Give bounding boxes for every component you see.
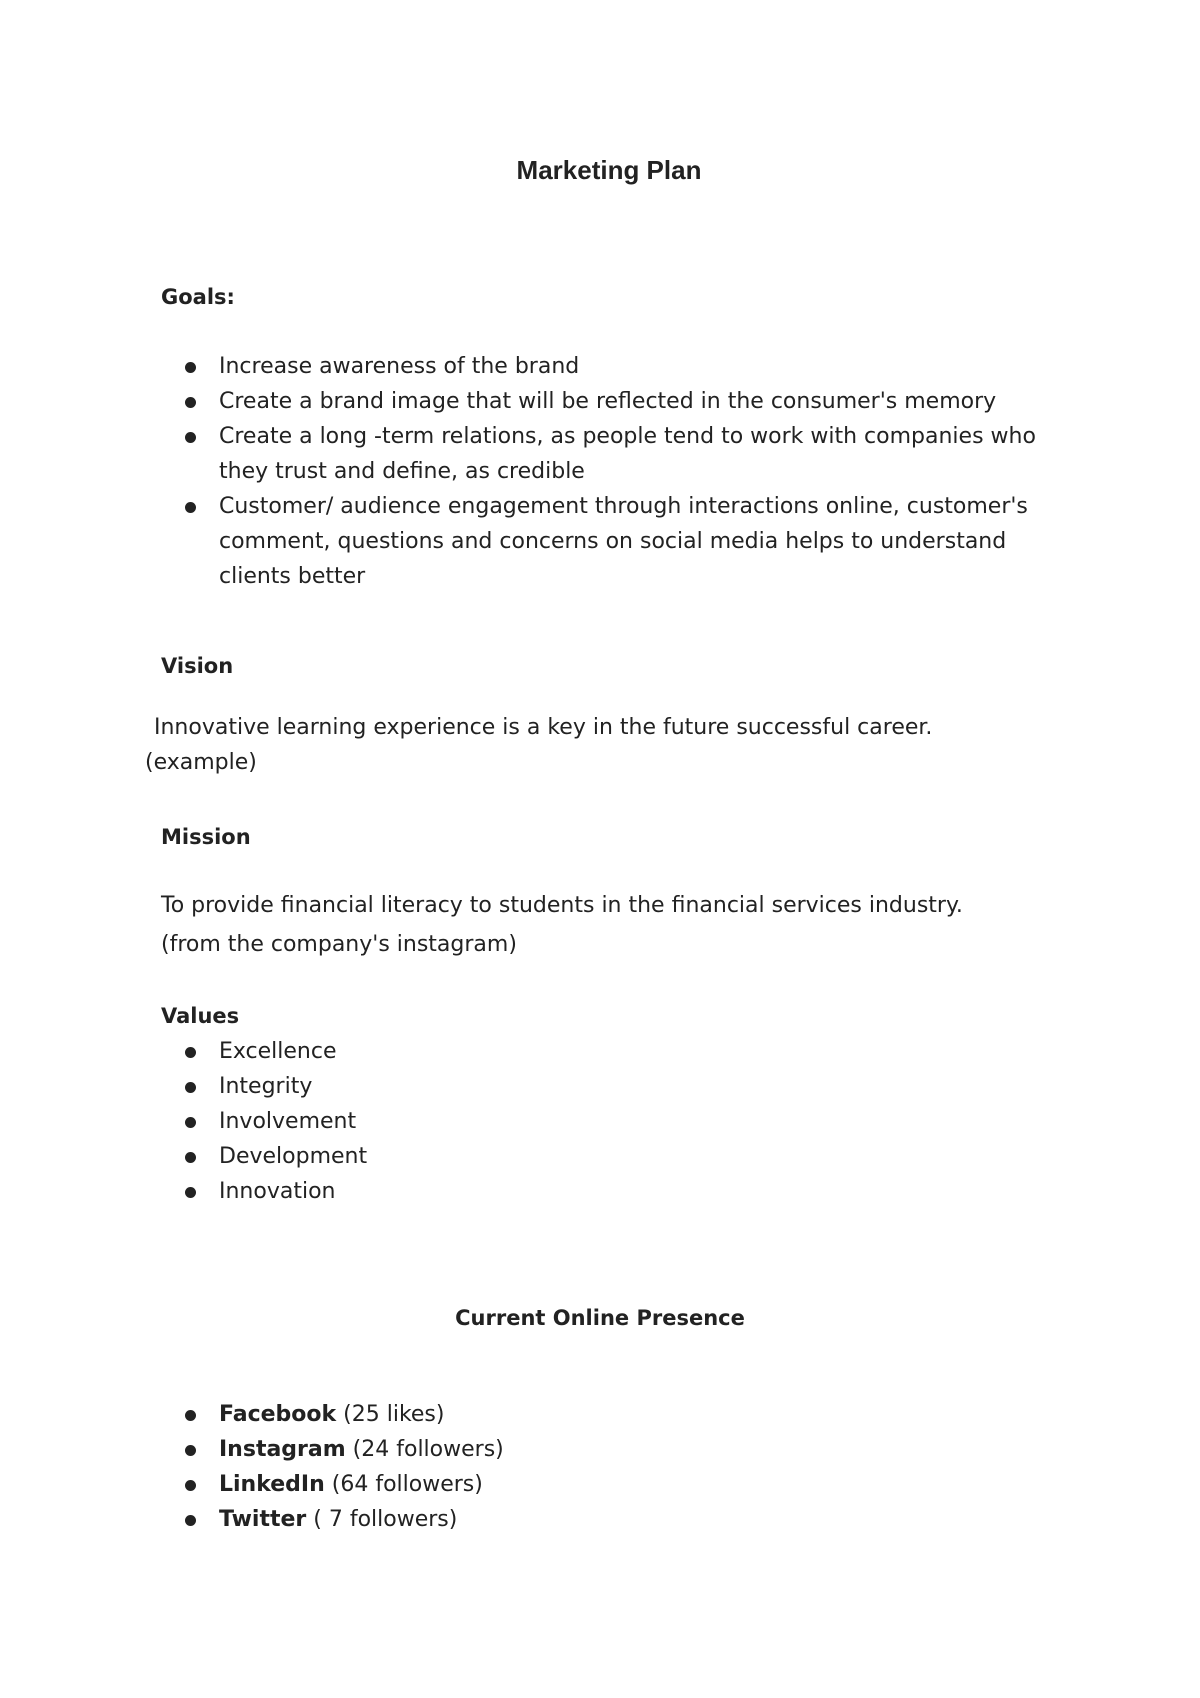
platform-item	[0, 1467, 1039, 1502]
mission-text: To provide financial literacy to students in the financial services industry.	[161, 893, 963, 918]
value-item: Innovation	[0, 1174, 1039, 1209]
bullet-icon	[185, 1515, 196, 1526]
goal-item: Create a brand image that will be reflected in the consumer's memory	[0, 384, 1039, 419]
bullet-icon	[185, 1152, 196, 1163]
vision-text: Innovative learning experience is a key in the future successful career.	[154, 715, 933, 740]
platform-name: Twitter	[219, 1507, 307, 1532]
value-item: Involvement	[0, 1104, 1039, 1139]
goals-list	[0, 349, 1039, 594]
platform-item	[0, 1502, 1039, 1537]
online-presence-heading: Current Online Presence	[455, 1306, 745, 1330]
goal-item: Increase awareness of the brand	[0, 349, 1039, 384]
mission-heading: Mission	[161, 825, 251, 849]
platform-name: LinkedIn	[219, 1472, 325, 1497]
bullet-icon	[185, 1445, 196, 1456]
bullet-icon	[185, 362, 196, 373]
values-list	[0, 1034, 1039, 1209]
platform-count: (25 likes)	[336, 1402, 445, 1427]
bullet-icon	[185, 1082, 196, 1093]
bullet-icon	[185, 502, 196, 513]
platform-count: (64 followers)	[324, 1472, 483, 1497]
goal-item: Create a long -term relations, as people tend to work with companies who they trust and define, as credible	[0, 419, 1039, 489]
platform-count: ( 7 followers)	[306, 1507, 458, 1532]
value-item: Integrity	[0, 1069, 1039, 1104]
bullet-icon	[185, 1187, 196, 1198]
platform-count: (24 followers)	[345, 1437, 504, 1462]
bullet-icon	[185, 1047, 196, 1058]
value-item: Excellence	[0, 1034, 1039, 1069]
bullet-icon	[185, 397, 196, 408]
goals-heading: Goals:	[161, 285, 235, 309]
page-title: Marketing Plan	[516, 155, 702, 185]
platform-name: Facebook	[219, 1402, 337, 1427]
bullet-icon	[185, 1480, 196, 1491]
values-heading: Values	[161, 1004, 240, 1028]
online-presence-list	[0, 1397, 1039, 1537]
vision-heading: Vision	[161, 654, 234, 678]
bullet-icon	[185, 1410, 196, 1421]
platform-item	[0, 1432, 1039, 1467]
platform-name: Instagram	[219, 1437, 346, 1462]
goal-item: Customer/ audience engagement through interactions online, customer's comment, questions and concerns on social media helps to understand clients better	[0, 489, 1039, 594]
bullet-icon	[185, 432, 196, 443]
bullet-icon	[185, 1117, 196, 1128]
mission-note: (from the company's instagram)	[161, 932, 517, 957]
vision-note: (example)	[145, 750, 257, 775]
value-item: Development	[0, 1139, 1039, 1174]
platform-item	[0, 1397, 1039, 1432]
